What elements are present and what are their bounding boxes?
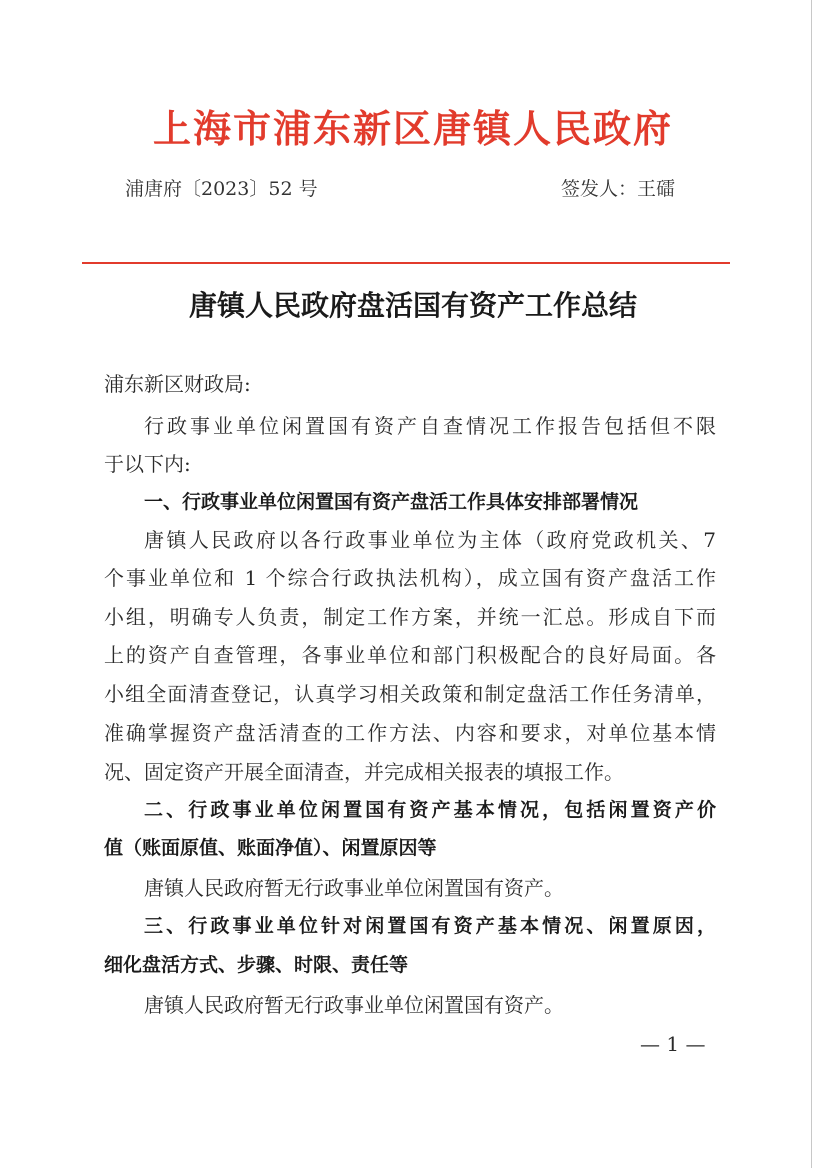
section-2-body: 唐镇人民政府暂无行政事业单位闲置国有资产。	[144, 876, 564, 900]
section-1-line-1: 唐镇人民政府以各行政事业单位为主体（政府党政机关、7	[144, 528, 716, 552]
section-3-heading-line-1: 三、行政事业单位针对闲置国有资产基本情况、闲置原因，	[144, 915, 716, 937]
intro-line-1: 行政事业单位闲置国有资产自查情况工作报告包括但不限	[144, 414, 716, 438]
section-1-heading: 一、行政事业单位闲置国有资产盘活工作具体安排部署情况	[144, 491, 639, 513]
document-title: 唐镇人民政府盘活国有资产工作总结	[188, 289, 637, 322]
recipient: 浦东新区财政局:	[104, 372, 251, 396]
section-3-body: 唐镇人民政府暂无行政事业单位闲置国有资产。	[144, 993, 564, 1017]
section-3-heading-line-2: 细化盘活方式、步骤、时限、责任等	[104, 954, 409, 976]
intro-line-2: 于以下内:	[104, 452, 191, 476]
section-1-line-5: 小组全面清查登记，认真学习相关政策和制定盘活工作任务清单，	[104, 682, 716, 706]
section-1-line-3: 小组，明确专人负责，制定工作方案，并统一汇总。形成自下而	[104, 605, 716, 629]
section-1-line-7: 况、固定资产开展全面清查，并完成相关报表的填报工作。	[104, 760, 624, 784]
signer: 签发人：王礌	[561, 178, 676, 200]
page-edge-line	[811, 0, 812, 1168]
section-1-line-2: 个事业单位和 1 个综合行政执法机构），成立国有资产盘活工作	[104, 566, 716, 590]
issuing-organization-header: 上海市浦东新区唐镇人民政府	[152, 106, 673, 151]
section-1-line-4: 上的资产自查管理，各事业单位和部门积极配合的良好局面。各	[104, 643, 716, 667]
red-divider-line	[82, 262, 730, 264]
section-2-heading-line-2: 值（账面原值、账面净值）、闲置原因等	[104, 837, 437, 859]
page-number: — 1 —	[640, 1032, 706, 1056]
section-2-heading-line-1: 二、行政事业单位闲置国有资产基本情况，包括闲置资产价	[144, 799, 716, 821]
document-number: 浦唐府〔2023〕52 号	[125, 178, 318, 200]
section-1-line-6: 准确掌握资产盘活清查的工作方法、内容和要求，对单位基本情	[104, 721, 716, 745]
